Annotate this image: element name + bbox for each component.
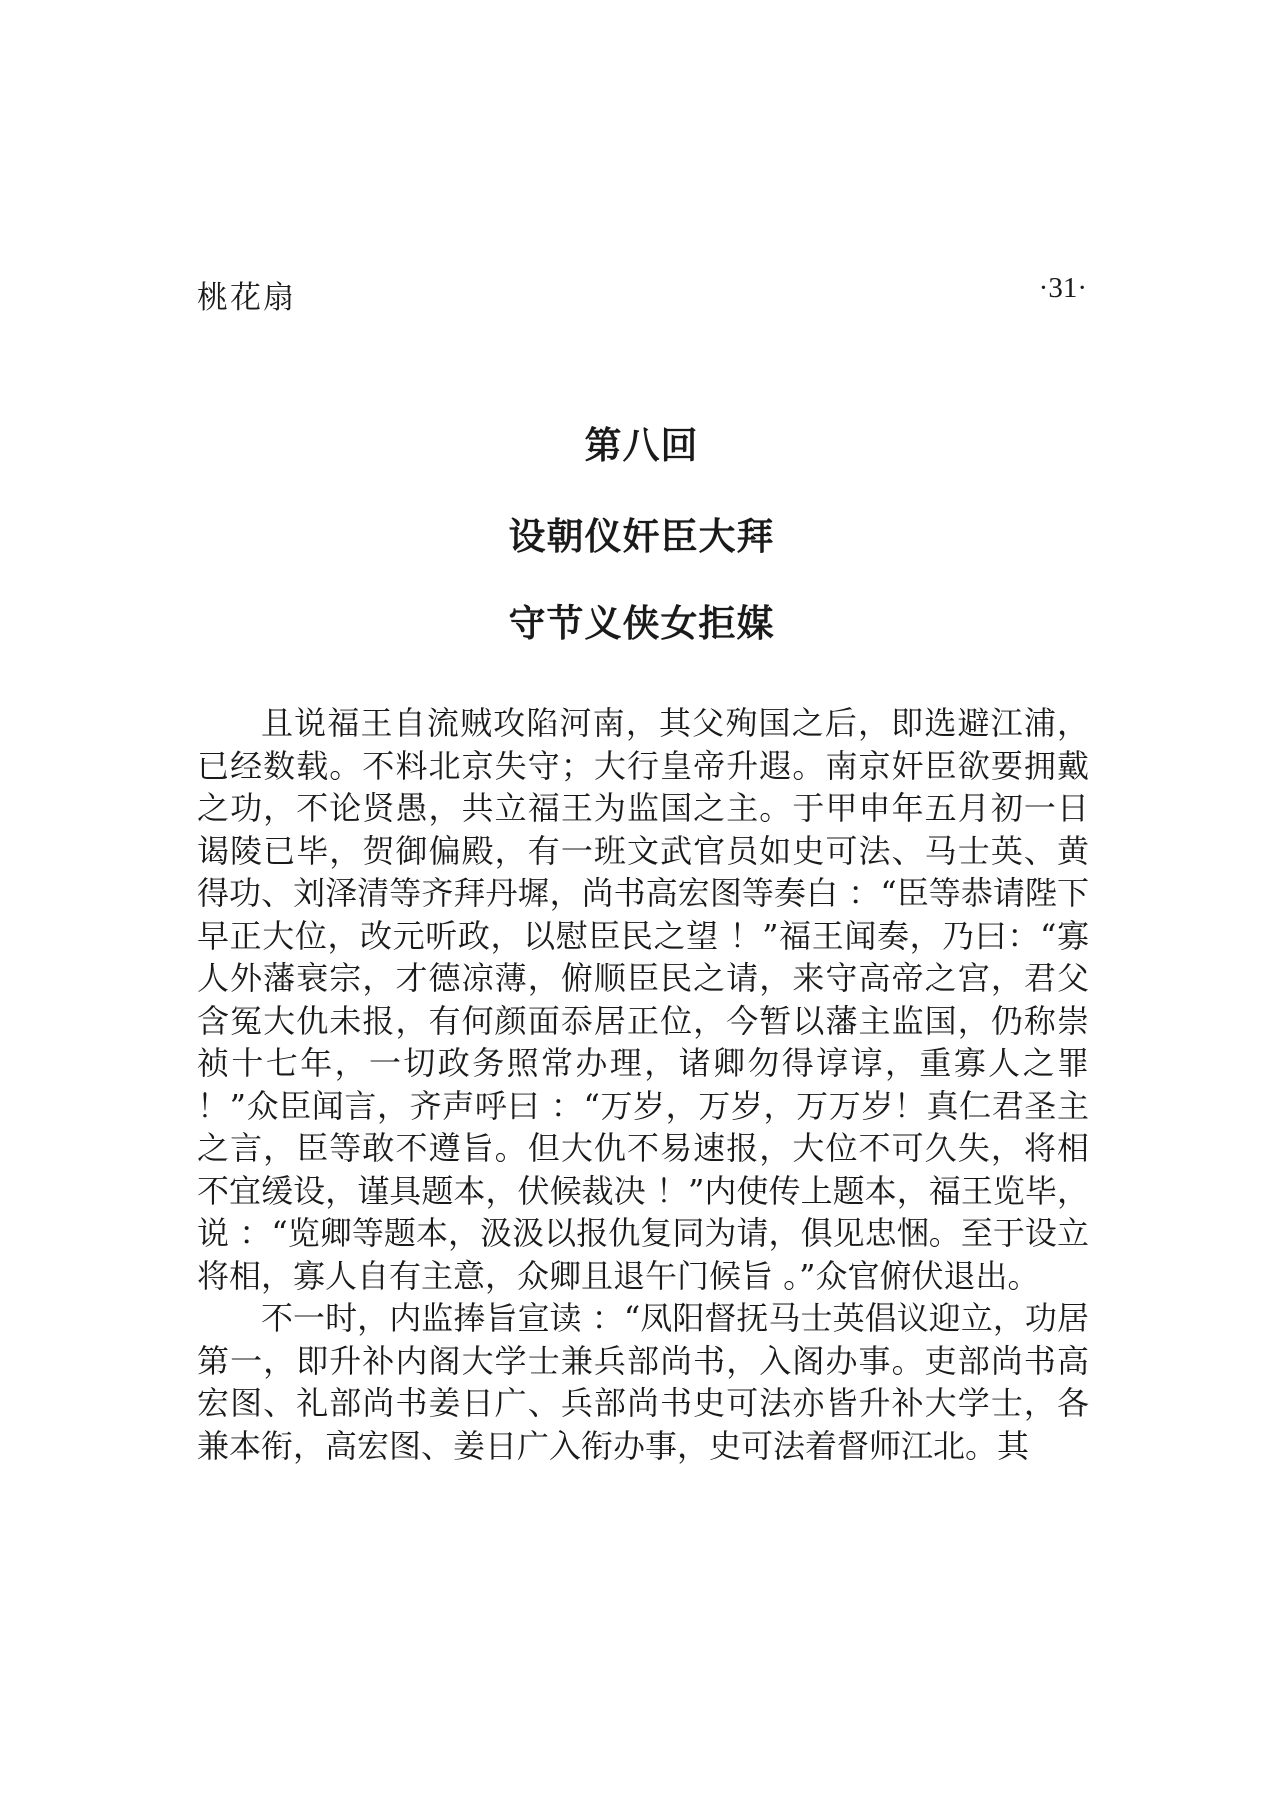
chapter-number: 第八回 bbox=[584, 424, 699, 467]
paragraph: 不一时，内监捧旨宣读 ：“凤阳督抚马士英倡议迎立，功居第一，即升补内阁大学士兼兵部尚书，入阁办事。吏部尚书高宏图、礼部尚书姜日广、兵部尚书史可法亦皆升补大学士，各兼本衔，高宏图、姜日广入衔办事，史可法着督师江北。其 bbox=[197, 1299, 1089, 1465]
running-header bbox=[197, 272, 1087, 316]
chapter-title-line-2: 守节义侠女拒媒 bbox=[508, 602, 775, 645]
body-text bbox=[197, 702, 1089, 1467]
chapter-title-line-1: 设朝仪奸臣大拜 bbox=[508, 515, 775, 558]
paragraph: 且说福王自流贼攻陷河南，其父殉国之后，即选避江浦，已经数载。不料北京失守；大行皇帝升遐。南京奸臣欲要拥戴之功，不论贤愚，共立福王为监国之主。于甲申年五月初一日谒陵已毕，贺御偏殿，有一班文武官员如史可法、马士英、黄得功、刘泽清等齐拜丹墀，尚书高宏图等奏白 ：“臣等恭请陛下早正大位，改元听政，以慰臣民之望 ！”福王闻奏，乃曰：“寡人外藩衰宗，才德凉薄，俯顺臣民之请，来守高帝之宫，君父含冤大仇未报，有何颜面忝居正位，今暂以藩主监国，仍称崇祯十七年，一切政务照常办理，诸卿勿得谆谆，重寡人之罪 ！”众臣闻言，齐声呼曰 ：“万岁，万岁，万万岁！真仁君圣主之言，臣等敢不遵旨。但大仇不易速报，大位不可久失，将相不宜缓设，谨具题本，伏候裁决 ！”内使传上题本，福王览毕，说 ：“览卿等题本，汲汲以报仇复同为请，俱见忠悃。至于设立将相，寡人自有主意，众卿且退午门候旨 。”众官俯伏退出。 bbox=[197, 704, 1089, 1295]
chapter-heading bbox=[0, 415, 1283, 645]
page-number: ·31· bbox=[1038, 272, 1087, 304]
book-title: 桃花扇 bbox=[197, 280, 296, 316]
